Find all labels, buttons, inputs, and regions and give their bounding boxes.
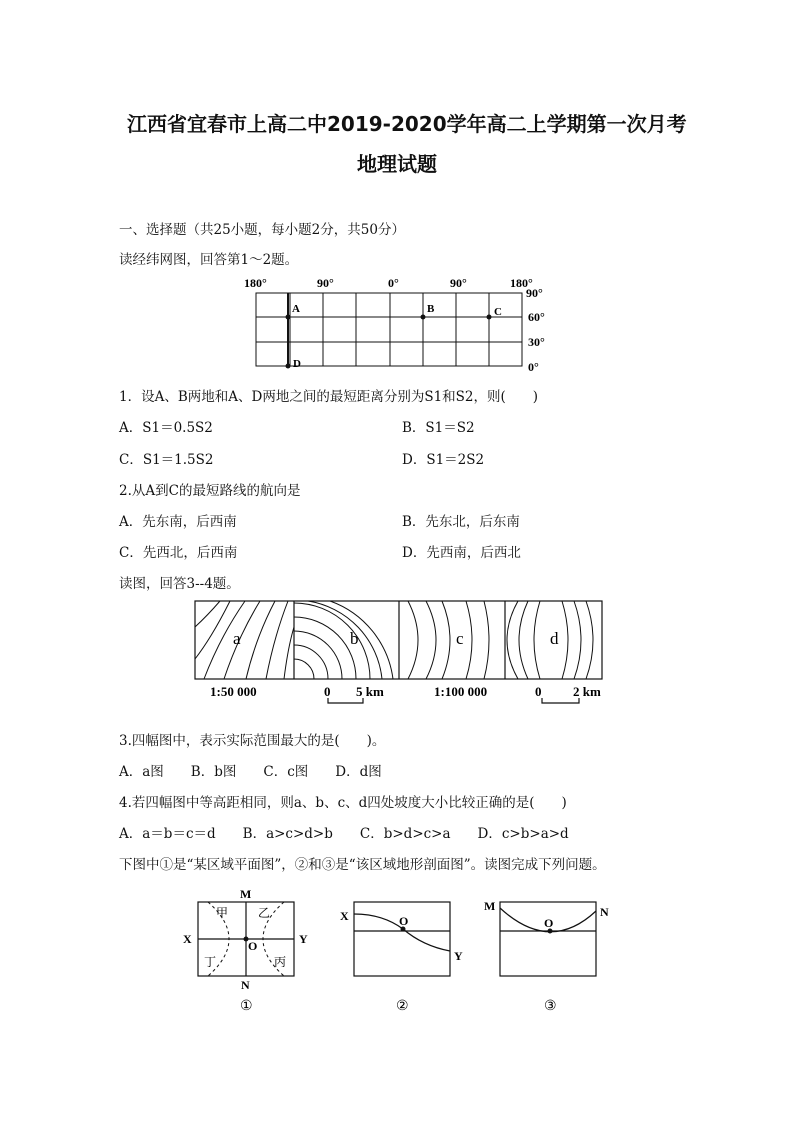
panel-a-label: a [233,629,241,648]
fig1-label-jia: 甲 [216,906,229,920]
fig2-label-x: X [340,909,349,923]
lat-label-60: 60° [528,310,545,324]
lon-label-180w: 180° [244,276,267,290]
fig1-label-y: Y [299,932,308,946]
fig1-label-yi: 乙 [258,906,271,920]
section-heading: 一、选择题（共25小题，每小题2分，共50分） [119,222,405,238]
q2-option-b: B．先东北，后东南 [402,514,520,530]
panel-b-label: b [350,629,359,648]
panel-d-label: d [550,629,559,648]
fig3-caption: ③ [544,999,557,1014]
q1-option-d: D．S1＝2S2 [402,452,485,468]
q1-option-a: A．S1＝0.5S2 [119,420,213,436]
fig1-label-n: N [241,978,250,992]
fig3-label-n: N [600,905,609,919]
lat-label-90: 90° [526,286,543,300]
lon-label-0: 0° [388,276,399,290]
lat-lon-grid-figure [238,274,558,378]
fig2-label-o: O [399,914,409,928]
fig1-label-x: X [183,932,192,946]
fig1-label-m: M [240,887,252,901]
point-d-label: D [293,358,301,370]
fig1-label-o: O [248,939,258,953]
q1-option-c: C．S1＝1.5S2 [119,452,214,468]
q2-option-a: A．先东南，后西南 [119,514,237,530]
scale-a-text: 1:50 000 [210,684,257,699]
intro-2: 读图，回答3--4题。 [119,576,240,592]
fig3-label-m: M [484,899,496,913]
fig2-label-y: Y [454,949,463,963]
scale-c-text: 1:100 000 [434,684,488,699]
q2-option-d: D．先西南，后西北 [402,545,521,561]
fig3-label-o: O [544,916,554,930]
point-c-label: C [494,306,502,318]
q1-option-b: B．S1＝S2 [402,420,475,436]
page-subtitle: 地理试题 [357,152,437,176]
intro-1: 读经纬网图，回答第1～2题。 [119,252,299,268]
q2-option-c: C．先西北，后西南 [119,545,238,561]
lat-label-30: 30° [528,335,545,349]
question-4-stem: 4.若四幅图中等高距相同，则a、b、c、d四处坡度大小比较正确的是( ) [119,795,567,811]
panel-c-label: c [456,629,464,648]
fig1-label-ding: 丁 [204,955,217,969]
scale-d-zero: 0 [535,684,542,699]
contour-maps-figure [190,597,610,705]
point-a-label: A [292,303,300,315]
q4-options: A．a＝b＝c＝d B．a>c>d>b C．b>d>c>a D．c>b>a>d [119,826,569,842]
q3-options: A．a图 B．b图 C．c图 D．d图 [119,764,382,780]
region-figures [178,884,618,1016]
lon-label-90e: 90° [450,276,467,290]
point-b-label: B [427,303,435,315]
lon-label-90w: 90° [317,276,334,290]
fig2-caption: ② [396,999,409,1014]
lat-label-0: 0° [528,360,539,374]
question-2-stem: 2.从A到C的最短路线的航向是 [119,483,301,499]
intro-3: 下图中①是“某区域平面图”，②和③是“该区域地形剖面图”。读图完成下列问题。 [119,857,606,873]
lon-label-180e: 180° [510,276,533,290]
fig1-label-bing: 丙 [274,955,287,969]
scale-b-zero: 0 [324,684,331,699]
scale-d-distance: 2 km [573,684,601,699]
fig1-caption: ① [240,999,253,1014]
scale-b-distance: 5 km [356,684,384,699]
page-title: 江西省宜春市上高二中2019-2020学年高二上学期第一次月考 [127,112,687,136]
question-3-stem: 3.四幅图中，表示实际范围最大的是( )。 [119,733,386,749]
question-1-stem: 1．设A、B两地和A、D两地之间的最短距离分别为S1和S2，则( ) [119,389,539,405]
